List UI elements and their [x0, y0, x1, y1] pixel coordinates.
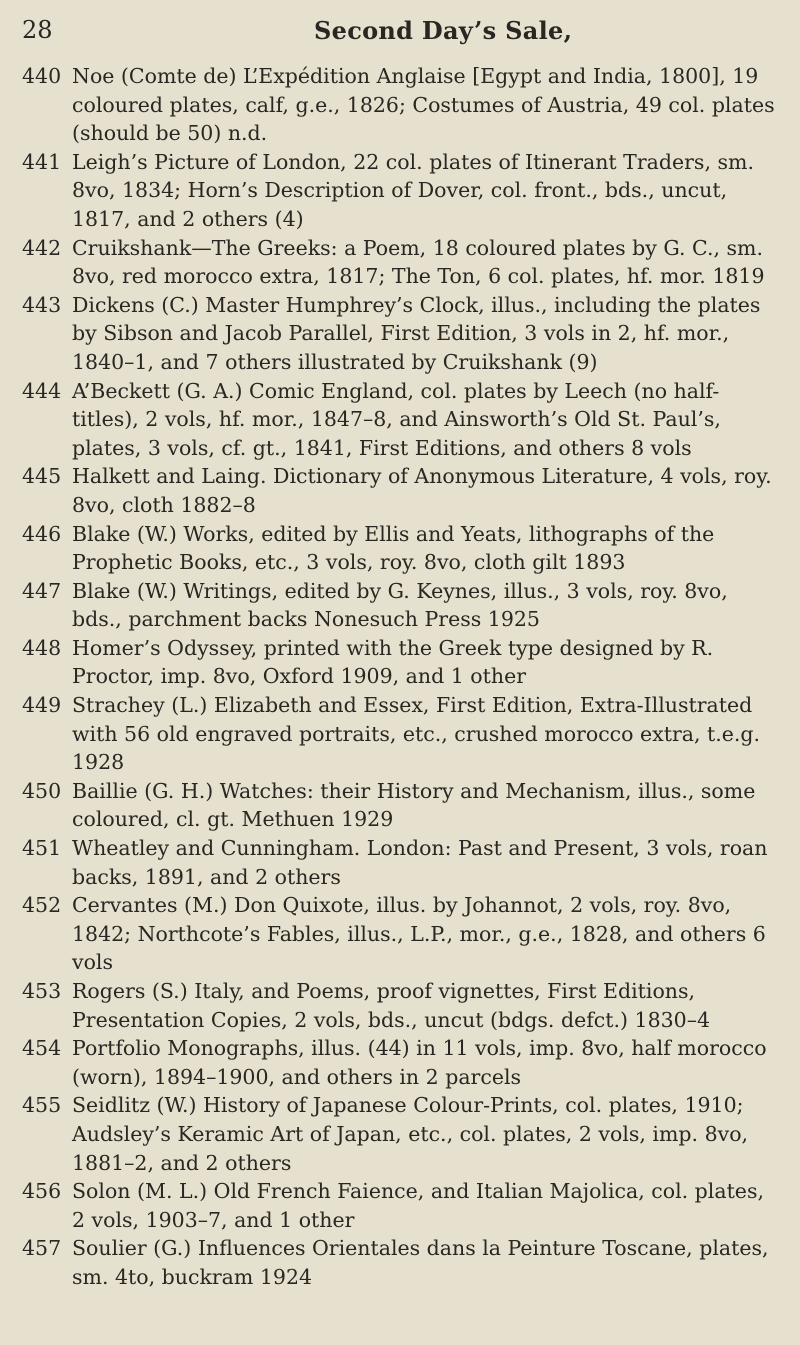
lot-description: Wheatley and Cunningham. London: Past and Present, 3 vols, roan backs, 1891, and 2 others	[72, 836, 768, 889]
lot-number: 449	[22, 693, 62, 718]
lot-list	[18, 62, 782, 1292]
lot-entry	[18, 148, 782, 234]
lot-entry	[18, 691, 782, 777]
lot-number: 456	[22, 1179, 62, 1204]
lot-entry	[18, 777, 782, 834]
lot-entry	[18, 62, 782, 148]
lot-number: 453	[22, 979, 62, 1003]
lot-entry	[18, 634, 782, 691]
lot-description: Rogers (S.) Italy, and Poems, proof vignettes, First Editions, Presentation Copies, 2 vols, bds., uncut (bdgs. defct.) 1830–4	[72, 979, 711, 1032]
lot-description: Blake (W.) Works, edited by Ellis and Yeats, lithographs of the Prophetic Books, etc., 3 vols, roy. 8vo, cloth gilt 1893	[72, 521, 715, 575]
lot-entry	[18, 1234, 782, 1291]
lot-entry	[18, 291, 782, 377]
lot-description: Baillie (G. H.) Watches: their History and Mechanism, illus., some coloured, cl. gt. Methuen 1929	[72, 778, 756, 832]
lot-number: 447	[22, 578, 62, 603]
lot-number: 451	[22, 836, 62, 861]
lot-number: 442	[22, 235, 62, 260]
lot-description: Halkett and Laing. Dictionary of Anonymous Literature, 4 vols, roy. 8vo, cloth 1882–8	[72, 464, 772, 517]
lot-description: Soulier (G.) Influences Orientales dans la Peinture Toscane, plates, sm. 4to, buckram 1924	[72, 1236, 769, 1289]
lot-entry	[18, 977, 782, 1034]
running-title: Second Day’s Sale,	[314, 16, 573, 45]
lot-number: 440	[22, 64, 62, 88]
lot-entry	[18, 377, 782, 463]
lot-description: Cruikshank—The Greeks: a Poem, 18 coloured plates by G. C., sm. 8vo, red morocco extra, 1817; The Ton, 6 col. plates, hf. mor. 1819	[72, 235, 765, 289]
page-header	[22, 16, 778, 52]
lot-description: Noe (Comte de) L’Expédition Anglaise [Egypt and India, 1800], 19 coloured plates, calf, g.e., 1826; Costumes of Austria, 49 col. plates (should be 50) n.d.	[72, 64, 775, 146]
lot-description: A’Beckett (G. A.) Comic England, col. plates by Leech (no half-titles), 2 vols, hf. mor., 1847–8, and Ainsworth’s Old St. Paul’s, plates, 3 vols, cf. gt., 1841, First Editions, and others 8 vols	[72, 378, 721, 460]
lot-number: 457	[22, 1236, 62, 1261]
lot-entry	[18, 234, 782, 291]
lot-entry	[18, 520, 782, 577]
lot-entry	[18, 462, 782, 519]
lot-description: Blake (W.) Writings, edited by G. Keynes, illus., 3 vols, roy. 8vo, bds., parchment backs Nonesuch Press 1925	[72, 578, 728, 632]
lot-description: Dickens (C.) Master Humphrey’s Clock, illus., including the plates by Sibson and Jacob Parallel, First Edition, 3 vols in 2, hf. mor., 1840–1, and 7 others illustrated by Cruikshank (9)	[72, 292, 761, 374]
lot-description: Portfolio Monographs, illus. (44) in 11 vols, imp. 8vo, half morocco (worn), 1894–1900, and others in 2 parcels	[72, 1036, 767, 1089]
page-number: 28	[22, 16, 53, 44]
lot-number: 455	[22, 1093, 62, 1118]
lot-description: Strachey (L.) Elizabeth and Essex, First Edition, Extra-Illustrated with 56 old engraved portraits, etc., crushed morocco extra, t.e.g. 1928	[72, 693, 761, 775]
lot-description: Seidlitz (W.) History of Japanese Colour-Prints, col. plates, 1910; Audsley’s Keramic Art of Japan, etc., col. plates, 2 vols, imp. 8vo, 1881–2, and 2 others	[72, 1093, 749, 1175]
lot-number: 446	[22, 521, 62, 546]
lot-description: Leigh’s Picture of London, 22 col. plates of Itinerant Traders, sm. 8vo, 1834; Horn’s Description of Dover, col. front., bds., uncut, 1817, and 2 others (4)	[72, 149, 754, 231]
lot-entry	[18, 834, 782, 891]
lot-number: 445	[22, 464, 62, 489]
lot-description: Solon (M. L.) Old French Faience, and Italian Majolica, col. plates, 2 vols, 1903–7, and 1 other	[72, 1179, 764, 1232]
lot-description: Homer’s Odyssey, printed with the Greek type designed by R. Proctor, imp. 8vo, Oxford 1909, and 1 other	[72, 635, 714, 689]
lot-number: 452	[22, 893, 62, 918]
lot-number: 441	[22, 149, 62, 174]
lot-description: Cervantes (M.) Don Quixote, illus. by Johannot, 2 vols, roy. 8vo, 1842; Northcote’s Fables, illus., L.P., mor., g.e., 1828, and others 6 vols	[72, 893, 766, 975]
lot-number: 448	[22, 635, 62, 660]
lot-entry	[18, 891, 782, 977]
lot-number: 444	[22, 378, 62, 403]
lot-number: 443	[22, 292, 62, 317]
lot-entry	[18, 1091, 782, 1177]
lot-number: 450	[22, 778, 62, 803]
lot-entry	[18, 1034, 782, 1091]
lot-entry	[18, 577, 782, 634]
lot-number: 454	[22, 1036, 62, 1061]
lot-entry	[18, 1177, 782, 1234]
